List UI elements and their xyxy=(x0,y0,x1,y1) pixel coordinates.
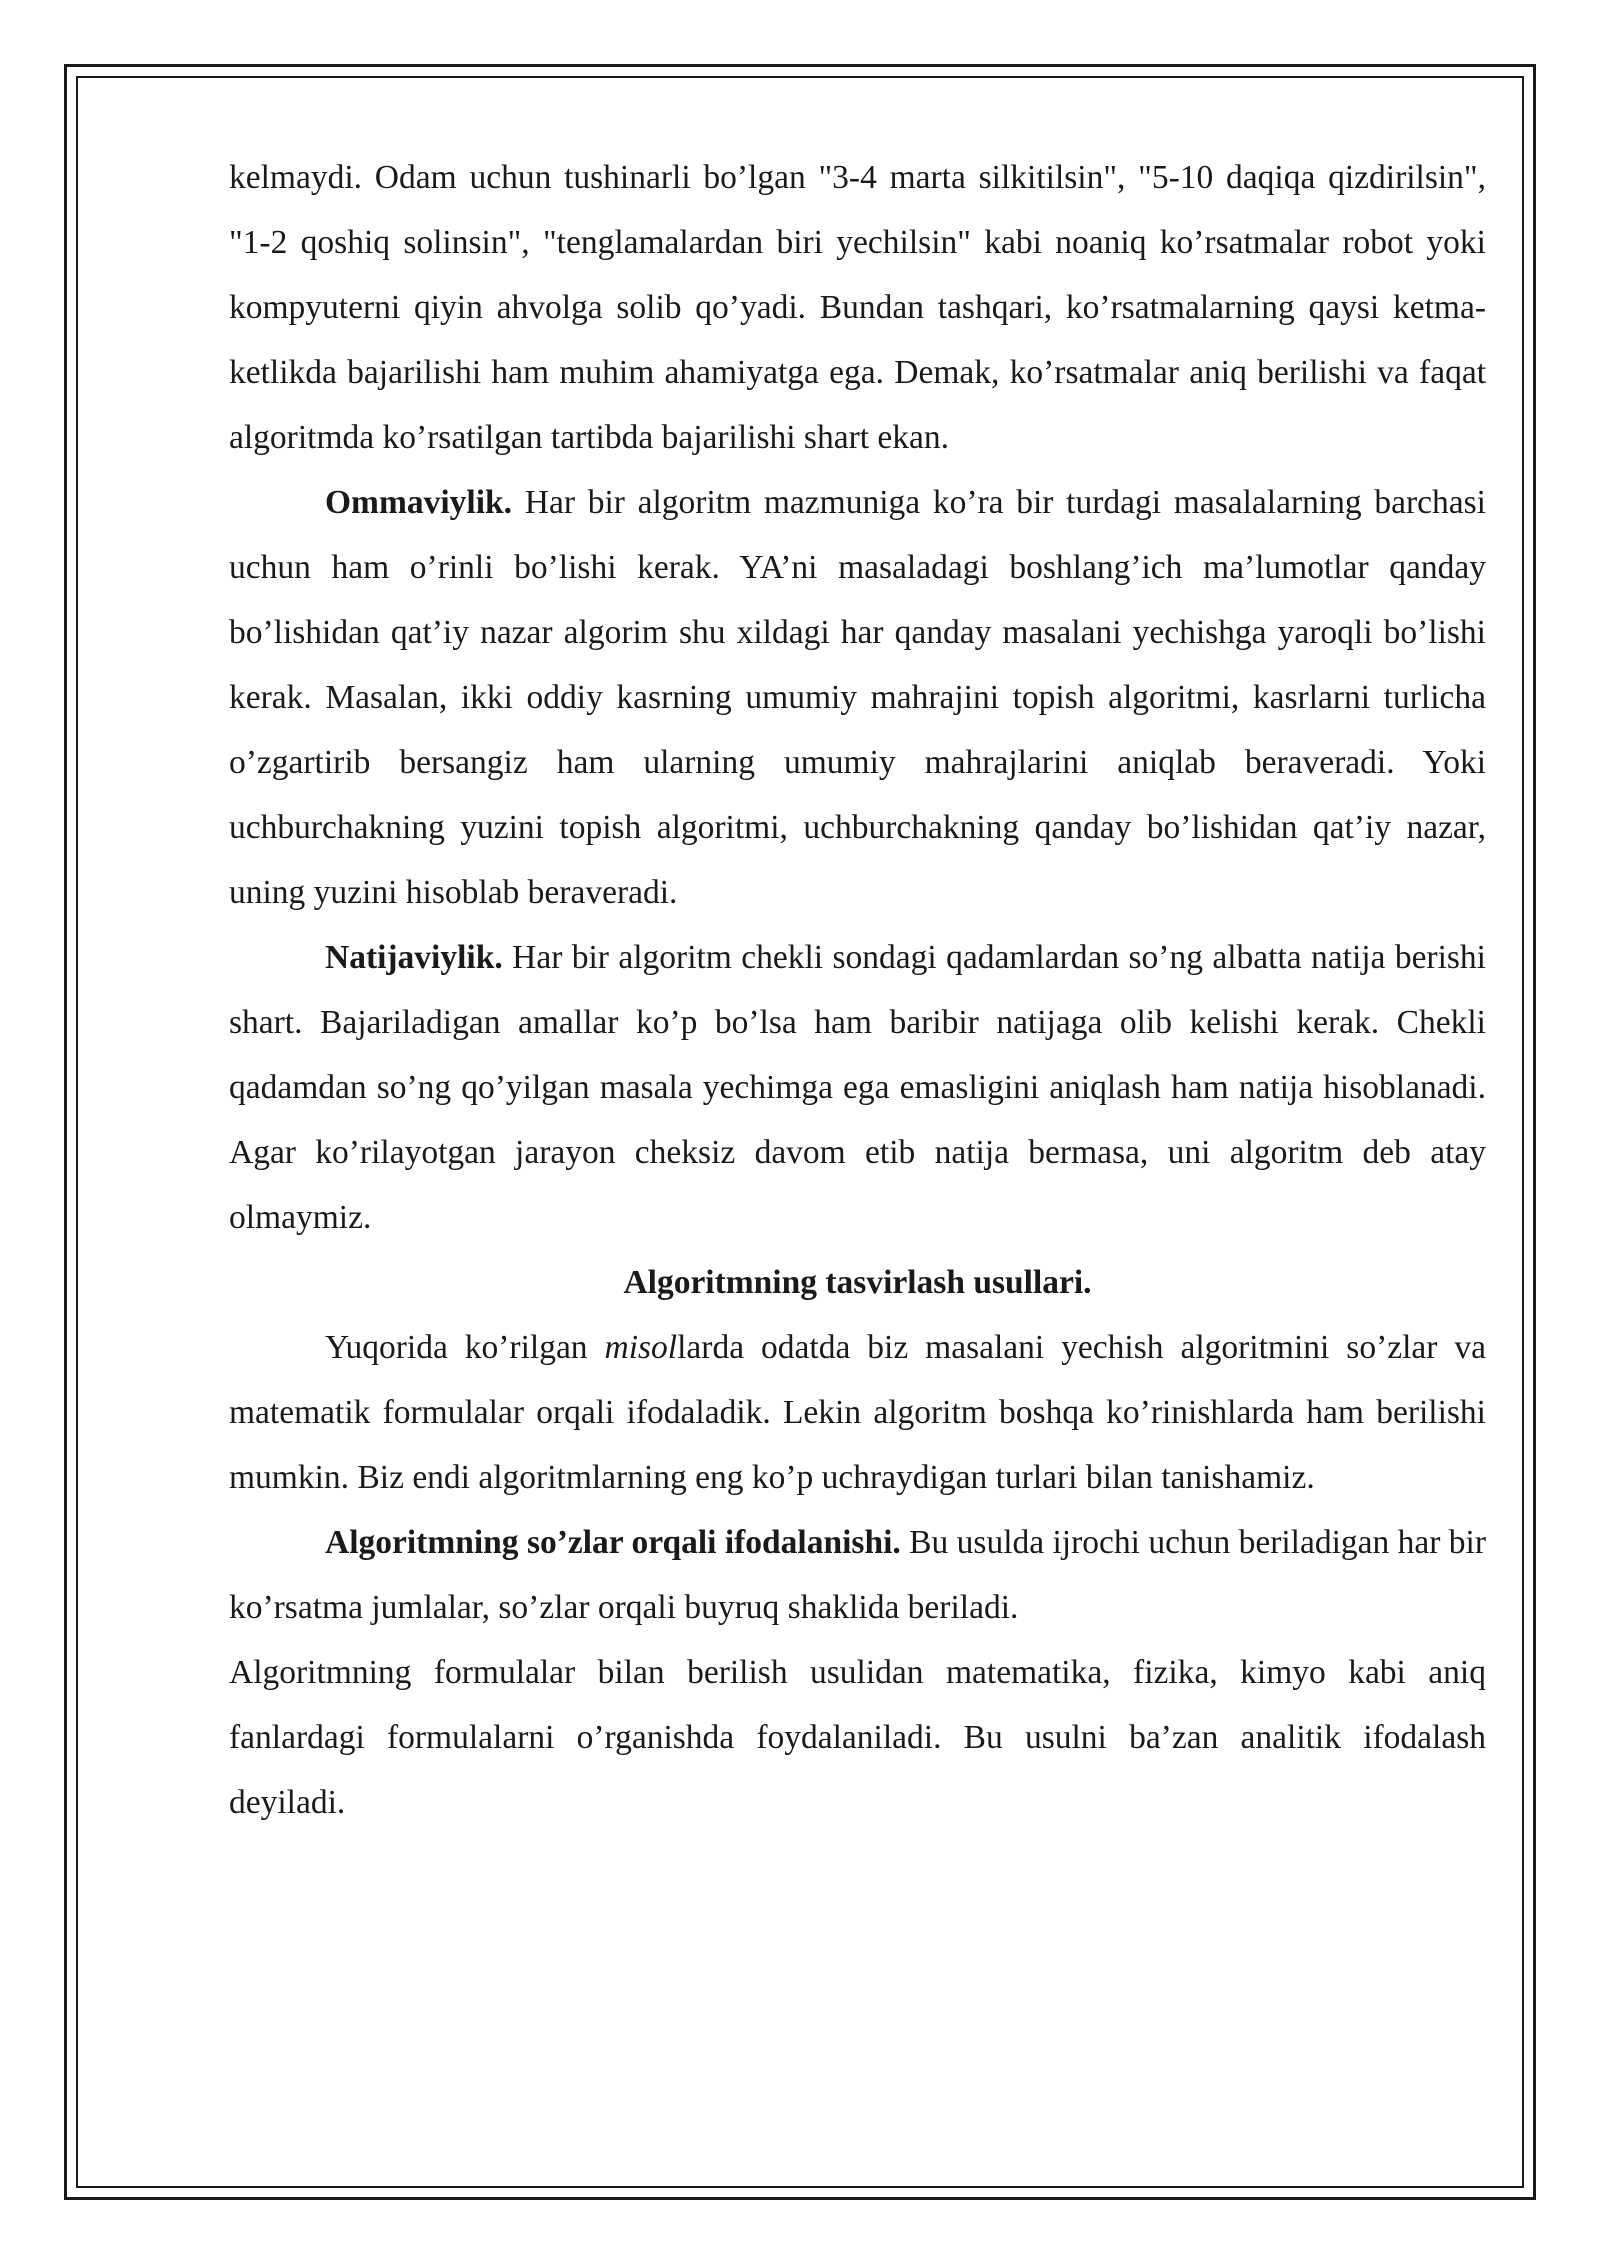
paragraph-ommaviylik xyxy=(229,470,1486,925)
paragraph-formulalar: Algoritmning formulalar bilan berilish usulidan matematika, fizika, kimyo kabi aniq fanlardagi formulalarni o’rganishda foydalaniladi. Bu usulni ba’zan analitik ifodalash deyiladi. xyxy=(229,1654,1486,1821)
section-heading: Algoritmning tasvirlash usullari. xyxy=(623,1264,1092,1301)
term-ommaviylik: Ommaviylik. xyxy=(325,484,513,521)
paragraph-ommaviylik-text: Har bir algoritm mazmuniga ko’ra bir turdagi masalalarning barchasi uchun ham o’rinli bo’lishi kerak. YA’ni masaladagi boshlang’ich ma’lumotlar qanday bo’lishidan qat’iy nazar algorim shu xildagi har qanday masalani yechishga yaroqli bo’lishi kerak. Masalan, ikki oddiy kasrning umumiy mahrajini topish algoritmi, kasrlarni turlicha o’zgartirib bersangiz ham ularning umumiy mahrajlarini aniqlab beraveradi. Yoki uchburchakning yuzini topish algoritmi, uchburchakning qanday bo’lishidan qat’iy nazar, uning yuzini hisoblab beraveradi. xyxy=(229,484,1486,911)
paragraph-sozlar-orqali-text: Bu usulda ijrochi uchun beriladigan har bir ko’rsatma jumlalar, so’zlar orqali buyruq shaklida beriladi. xyxy=(229,1524,1487,1626)
paragraph-natijaviylik xyxy=(229,925,1486,1250)
italic-word-misol: misol xyxy=(604,1329,678,1366)
paragraph-natijaviylik-text: Har bir algoritm chekli sondagi qadamlardan so’ng albatta natija berishi shart. Bajariladigan amallar ko’p bo’lsa ham baribir natijaga olib kelishi kerak. Chekli qadamdan so’ng qo’yilgan masala yechimga ega emasligini aniqlash ham natija hisoblanadi. Agar ko’rilayotgan jarayon cheksiz davom etib natija bermasa, uni algoritm deb atay olmaymiz. xyxy=(229,939,1486,1236)
document-body xyxy=(229,145,1486,1835)
term-natijaviylik: Natijaviylik. xyxy=(325,939,503,976)
paragraph-sozlar-orqali xyxy=(229,1510,1486,1640)
paragraph-continuation: kelmaydi. Odam uchun tushinarli bo’lgan "3-4 marta silkitilsin", "5-10 daqiqa qizdirilsin", "1-2 qoshiq solinsin", "tenglamalardan biri yechilsin" kabi noaniq ko’rsatmalar robot yoki kompyuterni qiyin ahvolga solib qo’yadi. Bundan tashqari, ko’rsatmalarning qaysi ketma-ketlikda bajarilishi ham muhim ahamiyatga ega. Demak, ko’rsatmalar aniq berilishi va faqat algoritmda ko’rsatilgan tartibda bajarilishi shart ekan. xyxy=(229,159,1486,456)
paragraph-yuqorida-start: Yuqorida ko’rilgan xyxy=(325,1329,605,1366)
paragraph-yuqorida xyxy=(229,1315,1486,1510)
paragraph-yuqorida-rest: larda odatda biz masalani yechish algoritmini so’zlar va matematik formulalar orqali ifodaladik. Lekin algoritm boshqa ko’rinishlarda ham berilishi mumkin. Biz endi algoritmlarning eng ko’p uchraydigan turlari bilan tanishamiz. xyxy=(229,1329,1486,1496)
term-sozlar-orqali: Algoritmning so’zlar orqali ifodalanishi. xyxy=(325,1524,901,1561)
